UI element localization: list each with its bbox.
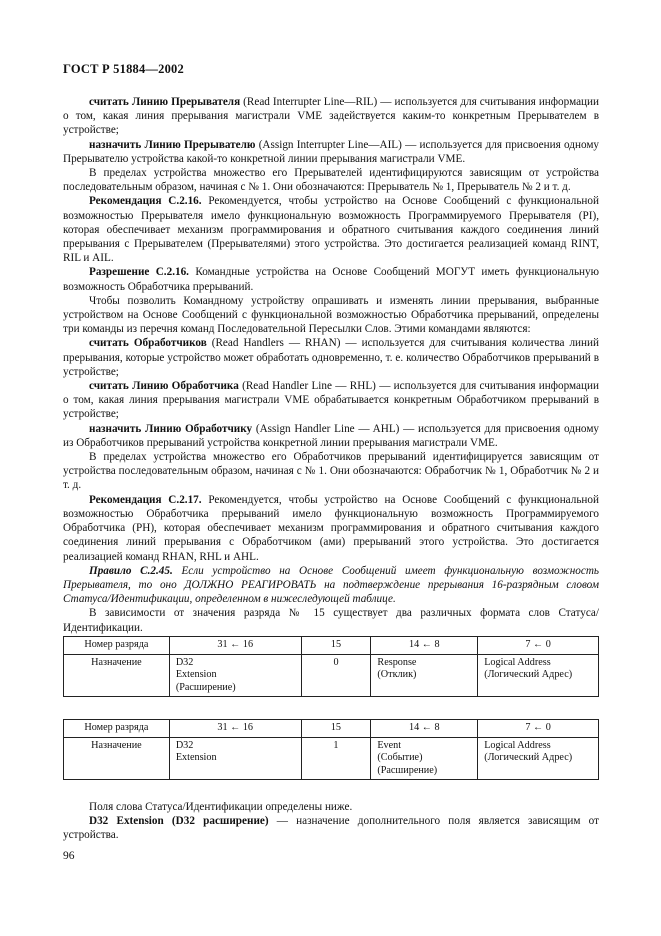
term-ahl: назначить Линию Обработчику — [89, 422, 253, 435]
paragraph-text: Командные устройства на Основе Сообщений МОГУТ иметь функциональную возможность Обработчика прерываний. — [63, 266, 599, 293]
term-ril: считать Линию Прерывателя — [89, 96, 241, 108]
recommendation-label: Рекомендация С.2.17. — [89, 493, 202, 506]
table-cell: Logical Address (Логический Адрес) — [478, 654, 599, 697]
body-text — [63, 95, 599, 635]
rule-label: Правило С.2.45. — [89, 564, 173, 577]
table-cell: 0 — [301, 654, 371, 697]
paragraph-text: (Read Interrupter Line—RIL) — используется для считывания информации о том, какая линия прерывания магистрали VME задействуется каким-то конкретным Прерывателем в устройстве; — [63, 96, 599, 137]
paragraph-text: — назначение дополнительного поля является зависящим от устройства. — [63, 815, 599, 842]
paragraph-recommendation-2-17 — [63, 493, 599, 564]
paragraph-rhl — [63, 379, 599, 422]
table-header-cell: 14 ← 8 — [371, 720, 478, 738]
paragraph-rhan — [63, 336, 599, 379]
paragraph-ahl — [63, 422, 599, 450]
paragraph-interrupter-numbering — [63, 166, 599, 194]
term-ail: назначить Линию Прерывателю — [89, 138, 256, 151]
table-cell: Event (Событие) (Расширение) — [371, 737, 478, 780]
table-cell: D32 Extension — [169, 737, 301, 780]
paragraph-handler-commands-intro — [63, 294, 599, 337]
paragraph-text: Рекомендуется, чтобы устройство на Основе Сообщений с функциональной возможностью Обработчика прерываний имело функциональную возможность Программируемого Обработчика (PH), которая обеспечивает механизм программирования и обратного считывания каждого соединения линий прерывания с Обработчиком (ами) прерываний этого устройства. Это достигается реализацией команд RHAN, RHL и AHL. — [63, 493, 599, 563]
paragraph-text: Если устройство на Основе Сообщений имеет функциональную возможность Прерывателя, то оно ДОЛЖНО РЕАГИРОВАТЬ на подтверждение прерывания 16-разрядным словом Статуса/Идентификации, определенном в нижеследующей таблице. — [63, 564, 599, 606]
status-id-table-event — [63, 719, 599, 780]
term-rhan: считать Обработчиков — [89, 337, 207, 350]
paragraph-permission-2-16 — [63, 265, 599, 293]
paragraph-recommendation-2-16 — [63, 194, 599, 265]
table-row — [64, 737, 599, 780]
table-header-cell: Номер разряда — [64, 637, 170, 655]
paragraph-text: Рекомендуется, чтобы устройство на Основе Сообщений с функциональной возможностью Прерывателя имело функциональную возможность Программируемого Прерывателя (PI), которая обеспечивает механизм программирования и обратного считывания каждого соединения линий прерывания с Прерывателем (Прерывателями) этого устройства. Это достигается реализацией команд RINT, RIL и AIL. — [63, 195, 599, 265]
table-cell: Response (Отклик) — [371, 654, 478, 697]
term-d32-extension: D32 Extension (D32 расширение) — [89, 815, 269, 828]
paragraph-text: В зависимости от значения разряда № 15 существует два различных формата слов Статуса/Идентификации. — [63, 607, 599, 634]
tail-text — [63, 800, 599, 843]
paragraph-d32-extension — [63, 814, 599, 842]
table-cell: Назначение — [64, 654, 170, 697]
table-cell: D32 Extension (Расширение) — [169, 654, 301, 697]
table-cell: Назначение — [64, 737, 170, 780]
paragraph-rule-2-45 — [63, 564, 599, 607]
document-header: ГОСТ Р 51884—2002 — [63, 62, 184, 76]
term-rhl: считать Линию Обработчика — [89, 380, 239, 393]
table-header-cell: 15 — [301, 720, 371, 738]
paragraph-fields-defined — [63, 800, 599, 814]
paragraph-ail — [63, 138, 599, 166]
paragraph-ril — [63, 95, 599, 138]
table-header-cell: 15 — [301, 637, 371, 655]
status-id-table-response — [63, 636, 599, 697]
table-header-cell: 31 ← 16 — [169, 720, 301, 738]
paragraph-text: (Assign Interrupter Line—AIL) — используется для присвоения одному Прерывателю устройства какой-то конкретной линии прерывания магистрали VME. — [63, 138, 599, 165]
table-header-cell: 7 ← 0 — [478, 720, 599, 738]
table-cell: 1 — [301, 737, 371, 780]
table-header-cell: 7 ← 0 — [478, 637, 599, 655]
paragraph-text: (Assign Handler Line — AHL) — используется для присвоения одному из Обработчиков прерываний устройства конкретной линии прерывания магистрали VME. — [63, 422, 599, 449]
paragraph-text: Поля слова Статуса/Идентификации определены ниже. — [89, 801, 353, 813]
paragraph-text: В пределах устройства множество его Прерывателей идентифицируются зависящим от устройства последовательным образом, начиная с № 1. Они обозначаются: Прерыватель № 1, Прерыватель № 2 и т. д. — [63, 167, 599, 194]
page-number: 96 — [63, 850, 75, 862]
permission-label: Разрешение С.2.16. — [89, 266, 189, 279]
paragraph-text: (Read Handler Line — RHL) — используется для считывания информации о том, какая линия прерывания магистрали VME обрабатывается конкретным Обработчиком прерываний в устройстве; — [63, 380, 599, 421]
paragraph-text: Чтобы позволить Командному устройству опрашивать и изменять линии прерывания, выбранные устройством на Основе Сообщений с функциональной возможностью Обработчика прерываний, определены три команды из перечня команд Последовательной Пересылки Слов. Этими командами являются: — [63, 294, 599, 336]
table-header-row — [64, 637, 599, 655]
paragraph-text: В пределах устройства множество его Обработчиков прерываний идентифицируется зависящим от устройства последовательным образом, начиная с № 1. Они обозначаются: Обработчик № 1, Обработчик № 2 и т. д. — [63, 451, 599, 492]
table-row — [64, 654, 599, 697]
table-header-cell: 31 ← 16 — [169, 637, 301, 655]
paragraph-formats-intro — [63, 606, 599, 634]
recommendation-label: Рекомендация С.2.16. — [89, 195, 202, 208]
table-header-row — [64, 720, 599, 738]
table-cell: Logical Address (Логический Адрес) — [478, 737, 599, 780]
table-header-cell: 14 ← 8 — [371, 637, 478, 655]
paragraph-text: (Read Handlers — RHAN) — используется для считывания количества линий прерывания, которые устройство может обработать одновременно, т. е. количество Обработчиков прерываний в устройстве; — [63, 337, 599, 378]
paragraph-handler-numbering — [63, 450, 599, 493]
table-header-cell: Номер разряда — [64, 720, 170, 738]
